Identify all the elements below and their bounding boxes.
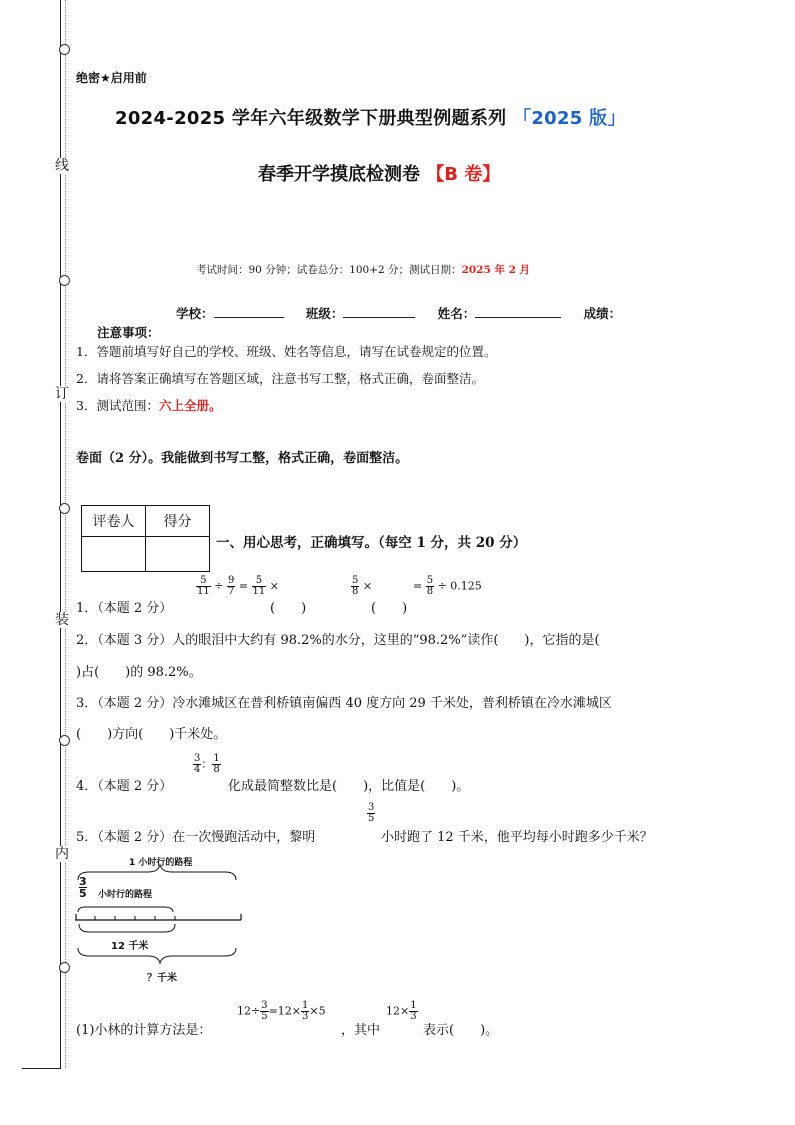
binding-char-line: 线 (55, 158, 69, 174)
subquestion-1-suffix: 表示( )。 (423, 1023, 499, 1038)
question-4-text: 化成最简整数比是( )，比值是( )。 (228, 779, 470, 794)
subquestion-1-expression (237, 1001, 326, 1022)
note-item (76, 396, 221, 414)
expr-part: ×5 (309, 1004, 326, 1018)
question-3-line1: 3．（本题 2 分）冷水滩城区在普利桥镇南偏西 40 度方向 29 千米处，普利桥镇在冷水滩城区 (76, 696, 612, 711)
question-4-prefix: 4．（本题 2 分） (76, 779, 173, 794)
fraction: $\frac{5}{11}$ (197, 575, 210, 597)
note-item: 2．请将答案正确填写在答题区域，注意书写工整，格式正确，卷面整洁。 (76, 371, 484, 386)
grader-cell[interactable] (82, 537, 146, 572)
operator: × (269, 579, 279, 593)
scope-label: 3．测试范围： (76, 398, 159, 413)
ratio-colon: ： (201, 757, 213, 771)
subtitle-volume: 【B 卷】 (426, 164, 501, 185)
class-label: 班级： (305, 306, 344, 321)
expr-part: =12× (268, 1004, 302, 1018)
mid-brace (78, 907, 173, 912)
diagram-question-label: ？千米 (147, 973, 177, 984)
bottom-brace-small (79, 924, 175, 932)
fraction: $\frac{3}{5}$ (261, 1000, 268, 1022)
page-title (115, 104, 626, 130)
fraction: $\frac{9}{7}$ (227, 575, 235, 597)
question-5-text: 小时跑了 12 千米，他平均每小时跑多少千米？ (381, 830, 653, 845)
fraction: $\frac{5}{11}$ (252, 575, 266, 597)
line-diagram-svg (75, 852, 245, 987)
score-label: 成绩： (583, 306, 622, 321)
diagram-mid-label: 小时行的路程 (98, 890, 153, 900)
question-4-ratio (193, 754, 221, 775)
student-fields (176, 304, 621, 322)
question-5-fraction (367, 803, 375, 824)
question-3-line2: ( )方向( )千米处。 (76, 727, 227, 742)
diagram-km-label: 12 千米 (111, 941, 149, 952)
fraction: $\frac{5}{8}$ (426, 575, 434, 597)
class-blank[interactable] (343, 305, 415, 318)
binding-hole-icon (59, 44, 70, 55)
title-edition: 「2025 版」 (513, 108, 626, 129)
page-subtitle (258, 160, 500, 186)
binding-hole-icon (59, 735, 70, 746)
name-blank[interactable] (475, 305, 561, 318)
binding-margin (22, 0, 69, 1069)
binding-char-bind: 装 (55, 612, 69, 628)
grader-header: 评卷人 (82, 506, 146, 537)
question-1-expr-a (196, 576, 279, 597)
question-5-prefix: 5．（本题 2 分）在一次慢跑活动中，黎明 (76, 830, 316, 845)
binding-hole-icon (59, 275, 70, 286)
exam-date: 2025 年 2 月 (461, 264, 531, 276)
operator: × (362, 579, 373, 593)
section-heading: 一、用心思考，正确填写。（每空 1 分，共 20 分） (216, 535, 527, 551)
operator: = (238, 579, 249, 593)
title-main: 2024-2025 学年六年级数学下册典型例题系列 (115, 108, 507, 129)
fraction: $\frac{3}{4}$ (194, 753, 201, 775)
diagram-frac-den: 5 (79, 887, 87, 900)
fraction: $\frac{1}{8}$ (213, 753, 220, 775)
score-cell[interactable] (146, 537, 210, 572)
subtitle-main: 春季开学摸底检测卷 (258, 164, 420, 185)
question-2-line2: )占( )的 98.2%。 (76, 665, 202, 680)
fraction: $\frac{1}{3}$ (302, 1000, 309, 1022)
neatness-statement: 卷面（2 分）。我能做到书写工整，格式正确，卷面整洁。 (76, 451, 409, 466)
notes-heading: 注意事项： (97, 325, 160, 340)
school-label: 学校： (176, 306, 214, 321)
diagram-top-label: 1 小时行的路程 (129, 858, 193, 868)
operator: ÷ (214, 579, 224, 593)
score-header: 得分 (146, 506, 210, 537)
line-diagram (75, 852, 245, 987)
score-table (81, 505, 210, 572)
binding-char-order: 订 (55, 386, 69, 402)
school-blank[interactable] (214, 305, 284, 318)
question-2-line1: 2．（本题 3 分）人的眼泪中大约有 98.2%的水分，这里的“98.2%”读作( )，它指的是( (76, 633, 600, 648)
fraction: $\frac{5}{8}$ (352, 575, 359, 597)
expr-part: 12× (386, 1004, 410, 1018)
name-label: 姓名： (437, 306, 476, 321)
subquestion-1-prefix: (1)小林的计算方法是： (76, 1023, 212, 1038)
binding-hole-icon (59, 503, 70, 514)
exam-info: 考试时间：90 分钟；试卷总分：100+2 分；测试日期： (196, 264, 462, 276)
secret-mark: 绝密★启用前 (76, 71, 147, 85)
answer-blank[interactable]: ( ) (270, 601, 307, 616)
operator: = (413, 579, 423, 593)
diagram-fraction (79, 876, 87, 899)
question-1-expr-c (413, 576, 482, 597)
bottom-brace-large (78, 948, 236, 963)
binding-char-inner: 内 (55, 846, 69, 862)
exam-meta (196, 262, 530, 277)
scope-value: 六上全册。 (158, 398, 222, 413)
fraction: $\frac{1}{3}$ (410, 1000, 417, 1022)
diagram-frac-num: 3 (79, 875, 87, 888)
binding-hole-icon (59, 962, 70, 973)
subquestion-1-expression-2 (386, 1001, 418, 1022)
subquestion-1-mid: ，其中 (341, 1023, 381, 1038)
note-item: 1．答题前填写好自己的学校、班级、姓名等信息，请写在试卷规定的位置。 (76, 344, 497, 359)
fraction: $\frac{3}{5}$ (368, 802, 375, 824)
expr-part: 12÷ (237, 1004, 261, 1018)
expression-tail: ÷ 0.125 (437, 579, 482, 593)
question-1-expr-b (351, 576, 372, 597)
question-1-prefix: 1．（本题 2 分） (76, 601, 173, 616)
answer-blank[interactable]: ( ) (371, 601, 408, 616)
